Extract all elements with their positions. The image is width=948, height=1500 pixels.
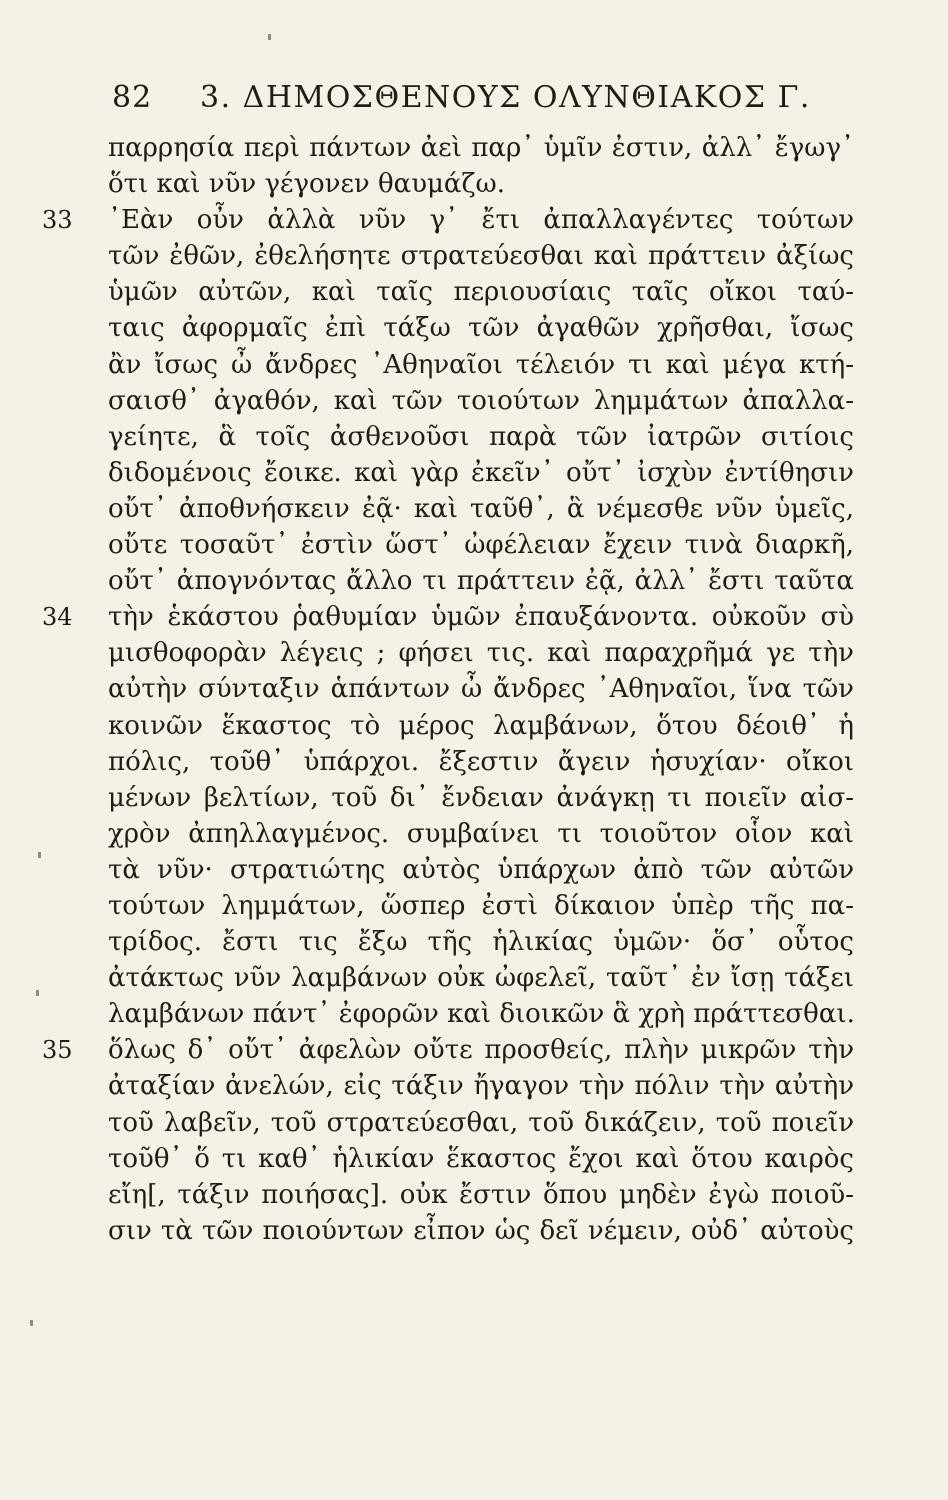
- line-text: πόλις, τοῦθ᾽ ὑπάρχοι. ἔξεστιν ἄγειν ἡσυχίαν· οἴκοι: [108, 746, 854, 777]
- line-text: ᾽Εὰν οὖν ἀλλὰ νῦν γ᾽ ἔτι ἀπαλλαγέντες τούτων: [108, 205, 854, 236]
- margin-speck: [30, 1320, 33, 1326]
- text-line: [108, 238, 854, 274]
- line-text: τούτων λημμάτων, ὥσπερ ἐστὶ δίκαιον ὑπὲρ τῆς πα-: [108, 890, 854, 921]
- line-text: γείητε, ἃ τοῖς ἀσθενοῦσι παρὰ τῶν ἰατρῶν σιτίοις: [108, 421, 854, 452]
- text-line: [108, 527, 854, 563]
- line-text: τῶν ἐθῶν, ἐθελήσητε στρατεύεσθαι καὶ πράττειν ἀξίως: [108, 241, 854, 272]
- section-number: 34: [42, 603, 73, 632]
- text-line: [42, 202, 854, 238]
- line-text: τὴν ἑκάστου ῥαθυμίαν ὑμῶν ἐπαυξάνοντα. οὐκοῦν σὺ: [108, 602, 854, 633]
- text-line: [108, 347, 854, 383]
- text-line: [108, 744, 854, 780]
- line-text: ὑμῶν αὐτῶν, καὶ ταῖς περιουσίαις ταῖς οἴκοι ταύ-: [108, 277, 854, 308]
- line-text: αὐτὴν σύνταξιν ἁπάντων ὦ ἄνδρες ᾽Αθηναῖοι, ἵνα τῶν: [108, 674, 854, 705]
- line-text: οὔτ᾽ ἀπογνόντας ἄλλο τι πράττειν ἐᾷ, ἀλλ᾽ ἔστι ταῦτα: [108, 566, 854, 597]
- line-text: οὔτ᾽ ἀποθνήσκειν ἐᾷ· καὶ ταῦθ᾽, ἃ νέμεσθε νῦν ὑμεῖς,: [108, 493, 854, 524]
- text-line: [108, 166, 854, 202]
- line-text: διδομένοις ἔοικε. καὶ γὰρ ἐκεῖν᾽ οὔτ᾽ ἰσχὺν ἐντίθησιν: [108, 457, 854, 488]
- body-text: [42, 130, 855, 1249]
- line-text: ἀτάκτως νῦν λαμβάνων οὐκ ὠφελεῖ, ταῦτ᾽ ἐν ἴσῃ τάξει: [108, 963, 854, 994]
- section-number: 35: [42, 1036, 73, 1065]
- line-text: τρίδος. ἔστι τις ἔξω τῆς ἡλικίας ὑμῶν· ὅσ᾽ οὗτος: [108, 927, 854, 958]
- line-text: ὅλως δ᾽ οὔτ᾽ ἀφελὼν οὔτε προσθείς, πλὴν μικρῶν τὴν: [108, 1035, 854, 1066]
- line-text: ὅτι καὶ νῦν γέγονεν θαυμάζω.: [108, 169, 506, 200]
- line-text: σιν τὰ τῶν ποιούντων εἶπον ὡς δεῖ νέμειν, οὐδ᾽ αὐτοὺς: [108, 1215, 854, 1246]
- section-number: 33: [42, 206, 73, 235]
- line-text: παρρησία περὶ πάντων ἀεὶ παρ᾽ ὑμῖν ἐστιν, ἀλλ᾽ ἔγωγ᾽: [108, 133, 854, 163]
- text-line: [108, 924, 854, 960]
- text-line: [108, 310, 854, 346]
- line-text: εἴη[, τάξιν ποιήσας]. οὐκ ἔστιν ὅπου μηδὲν ἐγὼ ποιοῦ-: [108, 1179, 854, 1210]
- text-line: [108, 455, 854, 491]
- text-line: [108, 419, 854, 455]
- line-text: οὔτε τοσαῦτ᾽ ἐστὶν ὥστ᾽ ὠφέλειαν ἔχειν τινὰ διαρκῆ,: [108, 530, 854, 561]
- running-header: [112, 80, 812, 124]
- line-text: ἂν ἴσως ὦ ἄνδρες ᾽Αθηναῖοι τέλειόν τι καὶ μέγα κτή-: [108, 349, 854, 380]
- text-line: [108, 960, 854, 996]
- text-line: [108, 780, 854, 816]
- line-text: τὰ νῦν· στρατιώτης αὐτὸς ὑπάρχων ἀπὸ τῶν αὐτῶν: [108, 854, 854, 885]
- line-text: μένων βελτίων, τοῦ δι᾽ ἔνδειαν ἀνάγκῃ τι ποιεῖν αἰσ-: [108, 782, 854, 813]
- line-text: ταις ἀφορμαῖς ἐπὶ τάξω τῶν ἀγαθῶν χρῆσθαι, ἴσως: [108, 313, 854, 344]
- text-line: [108, 852, 854, 888]
- line-text: λαμβάνων πάντ᾽ ἐφορῶν καὶ διοικῶν ἃ χρὴ πράττεσθαι.: [108, 999, 855, 1030]
- page-number: 82: [112, 80, 153, 115]
- text-line: [108, 996, 854, 1032]
- text-line: [108, 130, 854, 166]
- line-text: μισθοφορὰν λέγεις ; φήσει τις. καὶ παραχρῆμά γε τὴν: [108, 638, 854, 669]
- text-line: [108, 383, 854, 419]
- text-line: [108, 708, 854, 744]
- text-line: [108, 635, 854, 671]
- text-line: [108, 1213, 854, 1249]
- line-text: κοινῶν ἕκαστος τὸ μέρος λαμβάνων, ὅτου δέοιθ᾽ ἡ: [108, 710, 854, 741]
- text-line: [108, 1105, 854, 1141]
- line-text: τοῦ λαβεῖν, τοῦ στρατεύεσθαι, τοῦ δικάζειν, τοῦ ποιεῖν: [108, 1107, 854, 1138]
- text-line: [108, 1177, 854, 1213]
- text-line: [108, 274, 854, 310]
- text-line: [108, 491, 854, 527]
- text-line: [42, 1032, 854, 1068]
- margin-speck: [36, 990, 39, 996]
- text-line: [42, 599, 854, 635]
- text-line: [108, 1141, 854, 1177]
- line-text: ἀταξίαν ἀνελών, εἰς τάξιν ἤγαγον τὴν πόλιν τὴν αὐτὴν: [108, 1071, 854, 1102]
- margin-speck: [38, 852, 41, 858]
- text-line: [108, 563, 854, 599]
- margin-speck: [268, 34, 271, 40]
- line-text: τοῦθ᾽ ὅ τι καθ᾽ ἡλικίαν ἕκαστος ἔχοι καὶ ὅτου καιρὸς: [108, 1143, 854, 1174]
- text-line: [108, 1068, 854, 1104]
- text-line: [108, 816, 854, 852]
- line-text: σαισθ᾽ ἀγαθόν, καὶ τῶν τοιούτων λημμάτων ἀπαλλα-: [108, 385, 854, 416]
- text-line: [108, 888, 854, 924]
- running-head-title: 3. ΔΗΜΟΣΘΕΝΟΥΣ ΟΛΥΝΘΙΑΚΟΣ Γ.: [200, 80, 811, 115]
- line-text: χρὸν ἀπηλλαγμένος. συμβαίνει τι τοιοῦτον οἷον καὶ: [108, 818, 854, 849]
- text-line: [108, 671, 854, 707]
